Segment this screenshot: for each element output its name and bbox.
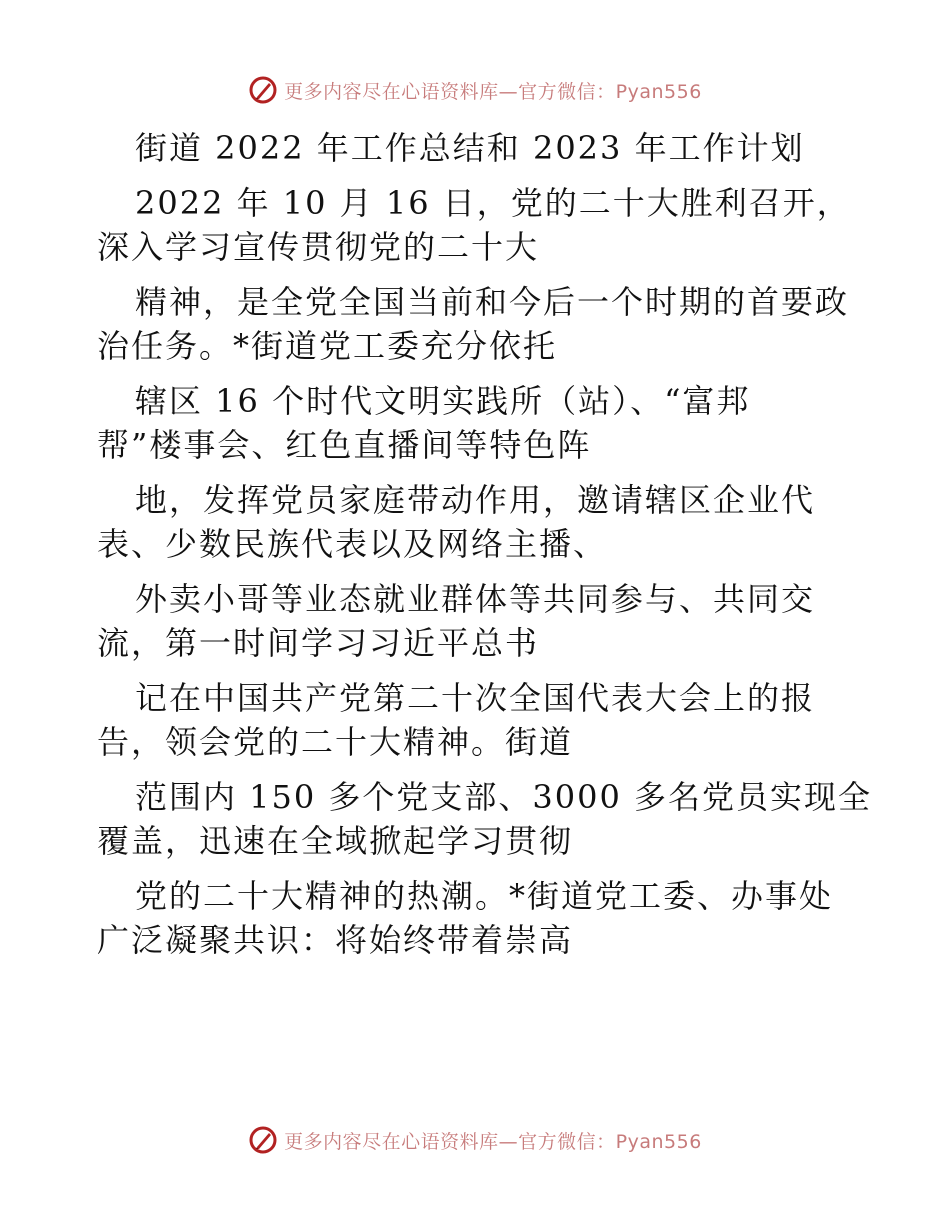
text-line: 2022 年 10 月 16 日，党的二十大胜利召开，: [135, 184, 851, 222]
text-line: 广泛凝聚共识：将始终带着崇高: [97, 921, 574, 959]
text-line: 帮”楼事会、红色直播间等特色阵: [97, 426, 592, 464]
text-line: 党的二十大精神的热潮。*街道党工委、办事处: [135, 877, 834, 915]
watermark-text: 更多内容尽在心语资料库—官方微信：Pyan556: [284, 1130, 702, 1153]
text-line: 告，领会党的二十大精神。街道: [97, 723, 574, 761]
text-line: 深入学习宣传贯彻党的二十大: [97, 228, 540, 266]
quill-logo-icon: [248, 75, 278, 105]
text-line: 表、少数民族代表以及网络主播、: [97, 525, 608, 563]
text-line: 流，第一时间学习习近平总书: [97, 624, 540, 662]
watermark-text: 更多内容尽在心语资料库—官方微信：Pyan556: [284, 80, 702, 103]
text-line: 治任务。*街道党工委充分依托: [97, 327, 558, 365]
text-line: 精神，是全党全国当前和今后一个时期的首要政: [135, 283, 850, 321]
quill-logo-icon: [248, 1125, 278, 1155]
text-line: 外卖小哥等业态就业群体等共同参与、共同交: [135, 580, 816, 618]
document-body: [97, 126, 873, 962]
text-line: 覆盖，迅速在全域掀起学习贯彻: [97, 822, 574, 860]
text-line: 地，发挥党员家庭带动作用，邀请辖区企业代: [135, 481, 816, 519]
text-line: 范围内 150 多个党支部、3000 多名党员实现全: [135, 778, 873, 816]
text-line: 记在中国共产党第二十次全国代表大会上的报: [135, 679, 816, 717]
header-watermark: [0, 72, 950, 108]
footer-watermark: [0, 1122, 950, 1158]
text-line: 辖区 16 个时代文明实践所（站）、“富邦: [135, 382, 751, 420]
document-title: 街道 2022 年工作总结和 2023 年工作计划: [135, 129, 805, 167]
